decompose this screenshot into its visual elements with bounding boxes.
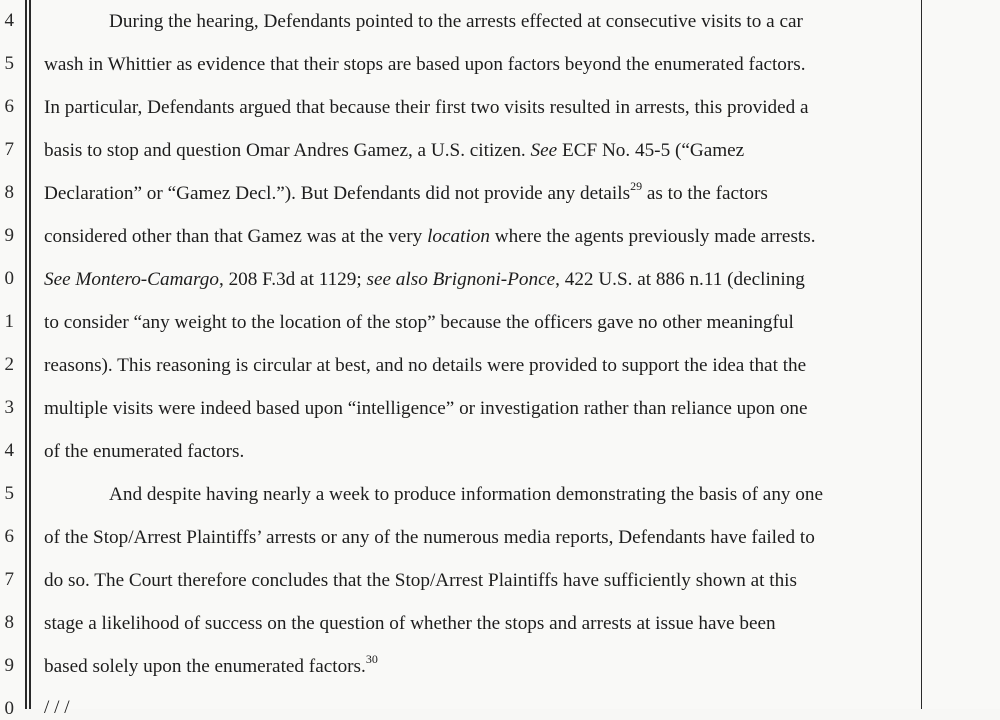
line-number: 5	[4, 53, 14, 74]
text-line	[109, 10, 803, 34]
line-number: 3	[4, 397, 14, 418]
text-line	[44, 440, 244, 464]
text-segment: And despite having nearly a week to produce information demonstrating the basis of any one	[109, 484, 824, 505]
line-number: 4	[4, 10, 14, 31]
emphasis-text: location	[427, 226, 490, 247]
citation-signal: See	[530, 140, 558, 161]
line-number: 6	[4, 526, 14, 547]
right-margin-rule	[921, 0, 922, 709]
text-segment: stage a likelihood of success on the question of whether the stops and arrests at issue have been	[44, 613, 776, 634]
text-line	[44, 612, 776, 636]
text-segment: , 422 U.S. at 886 n.11 (declining	[555, 269, 805, 290]
line-number: 9	[4, 655, 14, 676]
text-segment: where the agents previously made arrests.	[489, 226, 816, 247]
footnote-ref[interactable]: 30	[365, 651, 378, 666]
line-number: 7	[4, 139, 14, 160]
left-margin-rule-inner	[29, 0, 31, 709]
line-number: 8	[4, 182, 14, 203]
text-line	[44, 225, 816, 249]
line-number: 0	[4, 698, 14, 719]
text-line	[44, 96, 809, 120]
text-line	[44, 178, 768, 206]
line-number: 5	[4, 483, 14, 504]
case-citation: See Montero-Camargo	[44, 269, 219, 290]
line-number: 6	[4, 96, 14, 117]
text-line	[44, 354, 806, 378]
text-segment: based solely upon the enumerated factors.	[44, 656, 366, 677]
text-segment: multiple visits were indeed based upon “intelligence” or investigation rather than reliance upon one	[44, 398, 808, 419]
text-line	[44, 139, 744, 163]
text-segment: of the Stop/Arrest Plaintiffs’ arrests or any of the numerous media reports, Defendants have failed to	[44, 527, 815, 548]
text-segment: as to the factors	[642, 183, 768, 204]
section-separator: / / /	[44, 697, 70, 718]
text-line	[44, 569, 797, 593]
text-line	[109, 483, 823, 507]
text-line	[44, 397, 808, 421]
text-line	[44, 268, 805, 292]
text-segment: do so. The Court therefore concludes that the Stop/Arrest Plaintiffs have sufficiently shown at this	[44, 570, 797, 591]
text-segment: basis to stop and question Omar Andres Gamez, a U.S. citizen.	[44, 140, 531, 161]
text-segment: , 208 F.3d at 1129;	[218, 269, 367, 290]
line-number: 9	[4, 225, 14, 246]
text-line	[44, 53, 806, 77]
text-segment: In particular, Defendants argued that because their first two visits resulted in arrests, this provided a	[44, 97, 809, 118]
text-line	[44, 526, 815, 550]
text-line	[44, 696, 70, 720]
line-number: 2	[4, 354, 14, 375]
line-number: 0	[4, 268, 14, 289]
text-line	[44, 311, 794, 335]
line-number: 1	[4, 311, 14, 332]
footnote-ref[interactable]: 29	[630, 178, 643, 193]
line-number: 8	[4, 612, 14, 633]
text-segment: of the enumerated factors.	[44, 441, 245, 462]
text-segment: Declaration” or “Gamez Decl.”). But Defendants did not provide any details	[44, 183, 631, 204]
case-citation: see also Brignoni-Ponce	[366, 269, 556, 290]
text-segment: ECF No. 45-5 (“Gamez	[557, 140, 745, 161]
text-line	[44, 651, 378, 679]
text-segment: to consider “any weight to the location of the stop” because the officers gave no other meaningful	[44, 312, 794, 333]
text-segment: wash in Whittier as evidence that their stops are based upon factors beyond the enumerated factors.	[44, 54, 806, 75]
text-segment: reasons). This reasoning is circular at best, and no details were provided to support the idea that the	[44, 355, 807, 376]
text-segment: During the hearing, Defendants pointed to the arrests effected at consecutive visits to a car	[109, 11, 803, 32]
left-margin-rule	[25, 0, 27, 709]
line-number: 4	[4, 440, 14, 461]
line-number: 7	[4, 569, 14, 590]
text-segment: considered other than that Gamez was at the very	[44, 226, 428, 247]
